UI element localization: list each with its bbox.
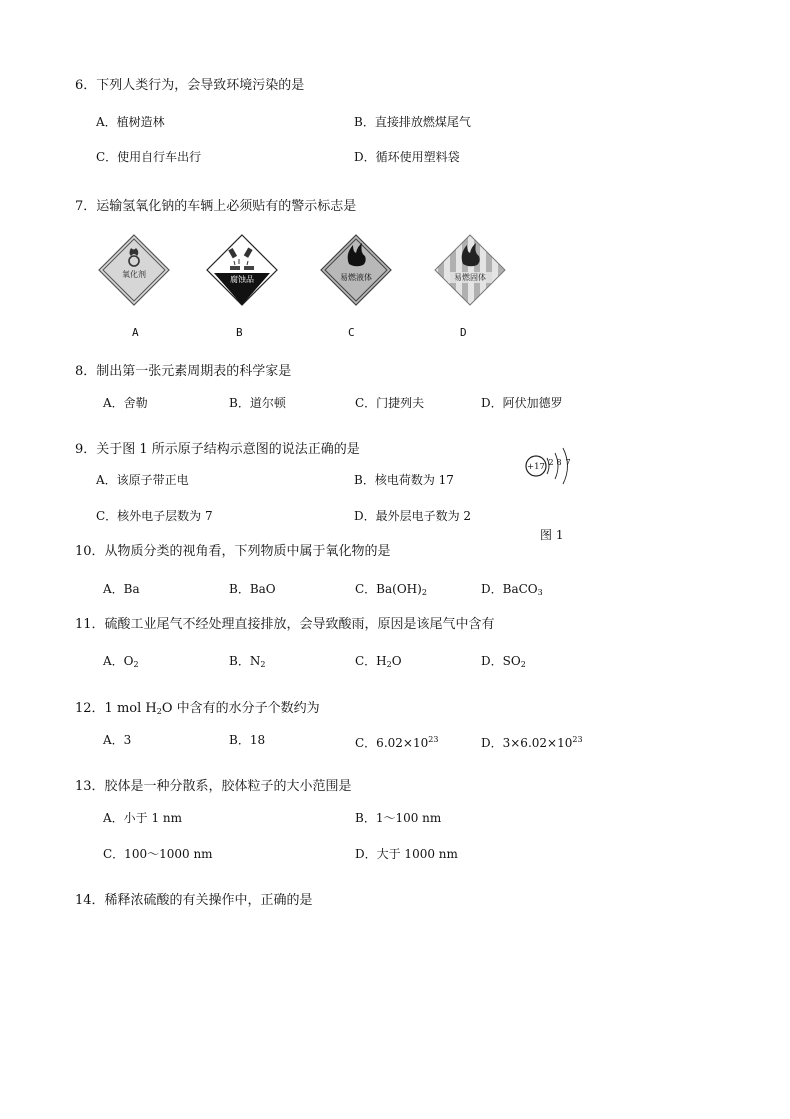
sign-letter-d: D xyxy=(460,326,467,339)
question-9-option-b[interactable]: B．核电荷数为 17 xyxy=(354,473,454,487)
question-8-option-a[interactable]: A．舍勒 xyxy=(103,396,148,410)
subscript: 2 xyxy=(156,707,162,716)
superscript: 23 xyxy=(428,735,439,744)
corrosive-sign-label: 腐蚀品 xyxy=(230,275,254,284)
question-10-option-c[interactable] xyxy=(355,581,427,601)
oxidizer-sign[interactable] xyxy=(98,234,170,306)
stem-text: 12．1 mol H xyxy=(75,701,157,716)
question-8-option-d[interactable]: D．阿伏加德罗 xyxy=(481,396,563,410)
shell-electron-count: 7 xyxy=(565,458,571,467)
subscript: 2 xyxy=(260,660,266,669)
nucleus-charge: +17 xyxy=(527,462,545,472)
atom-structure-diagram xyxy=(520,444,580,488)
question-11-option-c[interactable] xyxy=(355,653,402,673)
question-9-stem: 9．关于图 1 所示原子结构示意图的说法正确的是 xyxy=(75,442,360,457)
sign-letter-c: C xyxy=(348,326,355,339)
question-12-option-c[interactable] xyxy=(355,732,438,751)
subscript: 2 xyxy=(520,660,526,669)
question-12-option-d[interactable] xyxy=(481,732,583,751)
question-10-option-d[interactable] xyxy=(481,581,543,601)
sign-letter-b: B xyxy=(236,326,243,339)
corrosive-sign[interactable] xyxy=(206,234,278,306)
question-12-option-b[interactable]: B．18 xyxy=(229,733,266,747)
option-text: D．3×6.02×10 xyxy=(481,736,573,750)
question-9-option-a[interactable]: A．该原子带正电 xyxy=(96,473,189,487)
option-text: D．SO xyxy=(481,654,521,668)
shell-electron-count: 8 xyxy=(556,458,562,467)
question-12-option-a[interactable]: A．3 xyxy=(103,733,132,747)
question-6-option-b[interactable]: B．直接排放燃煤尾气 xyxy=(354,115,471,129)
superscript: 23 xyxy=(572,735,583,744)
sign-letter-a: A xyxy=(132,326,139,339)
question-14-stem: 14．稀释浓硫酸的有关操作中，正确的是 xyxy=(75,893,313,908)
question-10-stem: 10．从物质分类的视角看，下列物质中属于氧化物的是 xyxy=(75,544,391,559)
question-12-stem xyxy=(75,701,320,720)
question-13-option-a[interactable]: A．小于 1 nm xyxy=(103,811,183,825)
question-11-option-b[interactable] xyxy=(229,653,265,673)
question-6-stem: 6．下列人类行为，会导致环境污染的是 xyxy=(75,78,305,93)
question-6-option-d[interactable]: D．循环使用塑料袋 xyxy=(354,150,460,164)
subscript: 2 xyxy=(421,588,427,597)
question-8-stem: 8．制出第一张元素周期表的科学家是 xyxy=(75,364,292,379)
subscript: 3 xyxy=(537,588,543,597)
question-11-stem: 11．硫酸工业尾气不经处理直接排放，会导致酸雨，原因是该尾气中含有 xyxy=(75,617,495,632)
question-11-option-a[interactable] xyxy=(103,653,139,673)
subscript: 2 xyxy=(386,660,392,669)
flammable-solid-sign-label: 易燃固体 xyxy=(454,273,486,282)
question-7-stem: 7．运输氢氧化钠的车辆上必须贴有的警示标志是 xyxy=(75,199,357,214)
option-text: C．6.02×10 xyxy=(355,736,429,750)
question-6-option-a[interactable]: A．植树造林 xyxy=(96,115,165,129)
question-9-option-c[interactable]: C．核外电子层数为 7 xyxy=(96,509,213,523)
flammable-solid-sign[interactable] xyxy=(434,234,506,306)
option-text-tail: O xyxy=(391,654,402,668)
shell-electron-count: 2 xyxy=(548,458,554,467)
question-10-option-a[interactable]: A．Ba xyxy=(103,582,140,596)
figure-caption: 图 1 xyxy=(540,528,564,542)
question-8-option-b[interactable]: B．道尔顿 xyxy=(229,396,286,410)
question-13-stem: 13．胶体是一种分散系，胶体粒子的大小范围是 xyxy=(75,779,352,794)
flammable-liquid-sign-label: 易燃液体 xyxy=(340,273,372,282)
option-text: C．H xyxy=(355,654,387,668)
option-text: A．O xyxy=(103,654,134,668)
question-8-option-c[interactable]: C．门捷列夫 xyxy=(355,396,425,410)
question-9-option-d[interactable]: D．最外层电子数为 2 xyxy=(354,509,472,523)
option-text: C．Ba(OH) xyxy=(355,582,422,596)
question-13-option-b[interactable]: B．1～100 nm xyxy=(355,811,442,825)
subscript: 2 xyxy=(133,660,139,669)
question-10-option-b[interactable]: B．BaO xyxy=(229,582,276,596)
option-text: B．N xyxy=(229,654,261,668)
oxidizer-sign-label: 氧化剂 xyxy=(122,270,146,279)
option-text: D．BaCO xyxy=(481,582,538,596)
question-13-option-d[interactable]: D．大于 1000 nm xyxy=(355,847,458,861)
question-6-option-c[interactable]: C．使用自行车出行 xyxy=(96,150,202,164)
flammable-liquid-sign[interactable] xyxy=(320,234,392,306)
question-13-option-c[interactable]: C．100～1000 nm xyxy=(103,847,213,861)
question-11-option-d[interactable] xyxy=(481,653,526,673)
stem-text-tail: O 中含有的水分子个数约为 xyxy=(161,701,320,716)
